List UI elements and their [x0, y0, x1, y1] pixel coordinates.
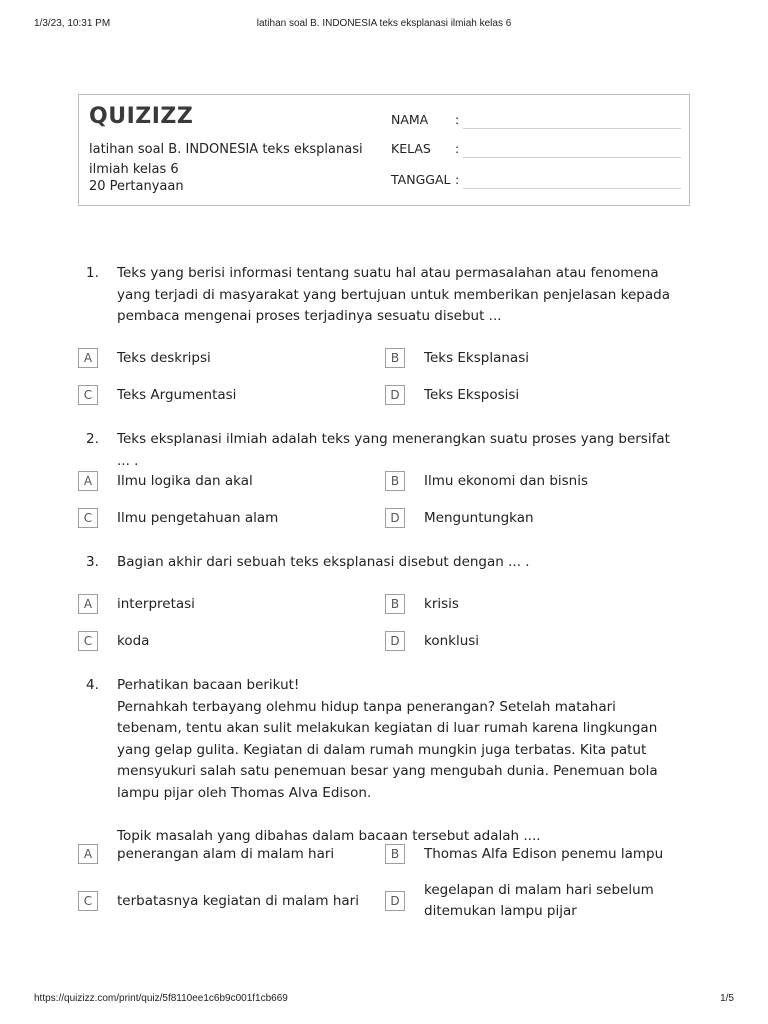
question-count: 20 Pertanyaan	[89, 179, 184, 194]
name-colon: :	[455, 112, 460, 127]
option-letter-box: C	[78, 508, 98, 528]
option-text: Teks Argumentasi	[117, 387, 237, 403]
quiz-title: latihan soal B. INDONESIA teks eksplanasi ilmiah kelas 6	[89, 142, 363, 177]
option-letter-box: D	[385, 891, 405, 911]
option-letter-box: C	[78, 385, 98, 405]
option-text: interpretasi	[117, 596, 195, 612]
option-letter-box: A	[78, 594, 98, 614]
option-letter-box: B	[385, 594, 405, 614]
option-letter-box: B	[385, 844, 405, 864]
question-number: 3.	[86, 554, 99, 570]
option-text: Ilmu logika dan akal	[117, 473, 253, 489]
class-line	[463, 157, 681, 158]
question-number: 2.	[86, 431, 99, 447]
option-letter-box: B	[385, 471, 405, 491]
page-number: 1/5	[720, 993, 734, 1004]
date-colon: :	[455, 172, 460, 187]
option-text: penerangan alam di malam hari	[117, 846, 335, 862]
option-text: konklusi	[424, 633, 480, 649]
question-number: 4.	[86, 677, 99, 693]
option-text: Teks Eksplanasi	[424, 350, 529, 366]
class-label: KELAS	[391, 141, 431, 156]
option-letter-box: D	[385, 631, 405, 651]
option-text: kegelapan di malam hari sebelum ditemukan lampu pijar	[424, 882, 654, 919]
option-text: Teks deskripsi	[117, 350, 211, 366]
quizizz-logo: QUIZIZZ	[89, 104, 194, 129]
date-label: TANGGAL	[391, 172, 451, 187]
option-letter-box: A	[78, 348, 98, 368]
option-letter-box: A	[78, 844, 98, 864]
option-letter-box: B	[385, 348, 405, 368]
option-text: koda	[117, 633, 150, 649]
date-line	[463, 188, 681, 189]
option-letter-box: C	[78, 891, 98, 911]
print-url[interactable]: https://quizizz.com/print/quiz/5f8110ee1c6b9c001f1cb669	[34, 993, 288, 1004]
option-letter-box: C	[78, 631, 98, 651]
question-text	[117, 429, 683, 472]
option-text: Ilmu pengetahuan alam	[117, 510, 279, 526]
question-paragraph: Bagian akhir dari sebuah teks eksplanasi disebut dengan ... .	[117, 554, 530, 570]
print-title: latihan soal B. INDONESIA teks eksplanasi ilmiah kelas 6	[256, 18, 512, 29]
question-text	[117, 675, 683, 847]
option-text: Teks Eksposisi	[424, 387, 520, 403]
option-letter-box: D	[385, 385, 405, 405]
question-text	[117, 552, 683, 574]
quiz-header-box	[78, 94, 690, 206]
name-line	[463, 128, 681, 129]
question-paragraph: Perhatikan bacaan berikut!	[117, 677, 300, 693]
option-text: krisis	[424, 596, 459, 612]
option-letter-box: A	[78, 471, 98, 491]
question-text	[117, 263, 683, 328]
option-letter-box: D	[385, 508, 405, 528]
option-text: Thomas Alfa Edison penemu lampu	[424, 846, 664, 862]
name-label: NAMA	[391, 112, 429, 127]
question-number: 1.	[86, 265, 99, 281]
print-date: 1/3/23, 10:31 PM	[34, 18, 111, 29]
option-text: Ilmu ekonomi dan bisnis	[424, 473, 589, 489]
question-prompt: Topik masalah yang dibahas dalam bacaan tersebut adalah ....	[117, 827, 541, 844]
question-paragraph: Teks eksplanasi ilmiah adalah teks yang menerangkan suatu proses yang bersifat ... .	[117, 431, 670, 469]
class-colon: :	[455, 141, 460, 156]
option-text: Menguntungkan	[424, 510, 534, 526]
reading-passage: Pernahkah terbayang olehmu hidup tanpa penerangan? Setelah matahari tebenam, tentu akan sulit melakukan kegiatan di luar rumah karena lingkungan yang gelap gulita. Kegiatan di dalam rumah mungkin juga terbatas. Kita patut mensyukuri salah satu penemuan besar yang mengubah dunia. Penemuan bola lampu pijar oleh Thomas Alva Edison.	[117, 698, 658, 801]
option-text: terbatasnya kegiatan di malam hari	[117, 893, 359, 909]
question-paragraph: Teks yang berisi informasi tentang suatu hal atau permasalahan atau fenomena yang terjadi di masyarakat yang bertujuan untuk memberikan penjelasan kepada pembaca mengenai proses terjadinya sesuatu disebut ...	[117, 265, 670, 324]
